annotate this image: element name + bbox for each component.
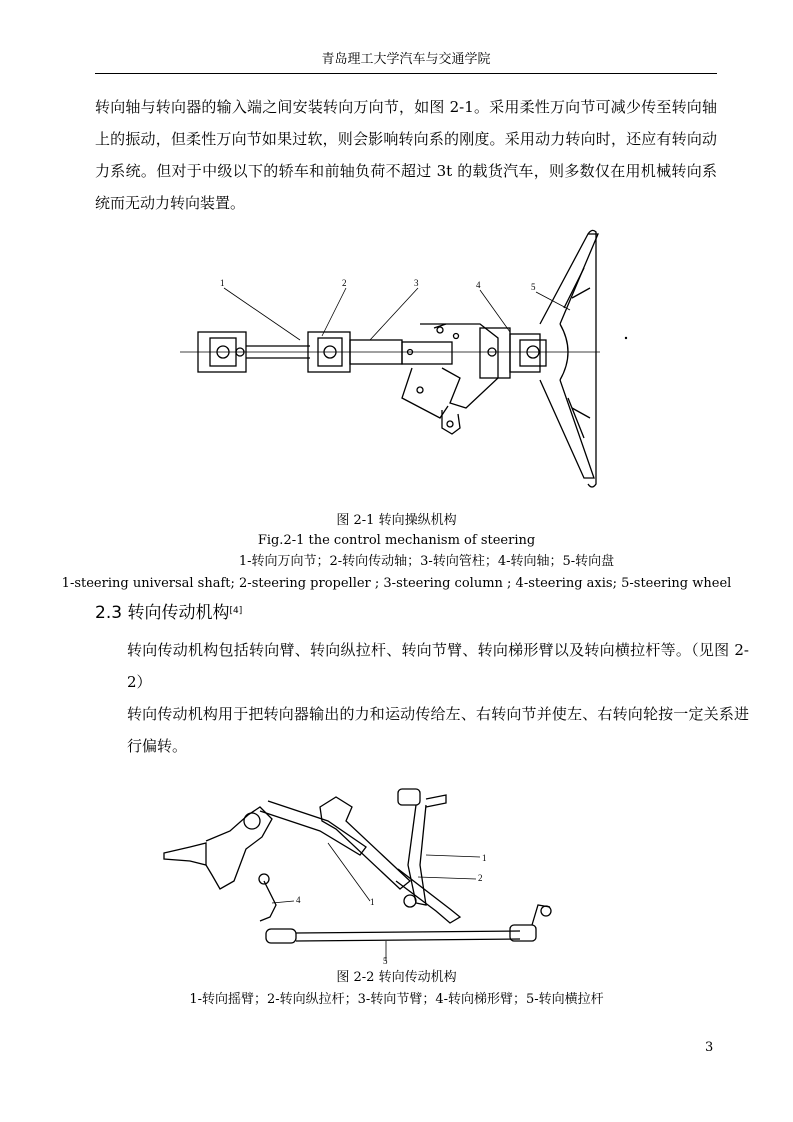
figure1-callout: 2 <box>342 278 347 288</box>
paragraph-linkage-function: 转向传动机构用于把转向器输出的力和运动传给左、右转向节并使左、右转向轮按一定关系进行偏转。 <box>127 705 749 755</box>
paragraph-linkage-components: 转向传动机构包括转向臂、转向纵拉杆、转向节臂、转向梯形臂以及转向横拉杆等。（见图 2-2） <box>127 641 749 691</box>
figure1-caption-cn: 图 2-1 转向操纵机构 <box>336 513 457 528</box>
figure2-caption-cn: 图 2-2 转向传动机构 <box>336 970 457 985</box>
section-reference: [4] <box>229 606 243 616</box>
section-title: 2.3 转向传动机构 <box>95 603 230 623</box>
page-header: 青岛理工大学汽车与交通学院 <box>321 52 491 67</box>
section-heading <box>95 600 242 626</box>
figure2-callout: 1 <box>482 853 487 863</box>
header-divider <box>95 73 717 74</box>
figure2-callout: 2 <box>478 873 483 883</box>
figure1-legend-en: 1-steering universal shaft; 2-steering propeller ; 3-steering column ; 4-steering axis; 5-steering wheel <box>61 576 732 591</box>
figure-steering-linkage <box>160 785 560 965</box>
figure2-legend-cn: 1-转向摇臂；2-转向纵拉杆；3-转向节臂；4-转向梯形臂；5-转向横拉杆 <box>189 992 604 1007</box>
page-number: 3 <box>705 1040 714 1055</box>
figure1-legend-cn: 1-转向万向节；2-转向传动轴；3-转向管柱；4-转向轴；5-转向盘 <box>238 554 615 569</box>
figure1-caption-en: Fig.2-1 the control mechanism of steering <box>257 533 536 548</box>
paragraph-universal-joint: 转向轴与转向器的输入端之间安装转向万向节，如图 2-1。采用柔性万向节可减少传至转向轴上的振动，但柔性万向节如果过软，则会影响转向系的刚度。采用动力转向时，还应有转向动力系统。但对于中级以下的轿车和前轴负荷不超过 3t 的载货汽车，则多数仅在用机械转向系统而无动力转向装置。 <box>95 98 717 212</box>
figure1-callout: 1 <box>220 278 225 288</box>
figure1-callout: 4 <box>476 280 481 290</box>
figure2-callout: 1 <box>370 897 375 907</box>
figure2-callout: 4 <box>296 895 301 905</box>
figure1-callout: 5 <box>531 282 536 292</box>
figure2-callout: 5 <box>383 956 388 965</box>
figure-steering-control-mechanism <box>180 228 640 490</box>
figure1-callout: 3 <box>414 278 419 288</box>
